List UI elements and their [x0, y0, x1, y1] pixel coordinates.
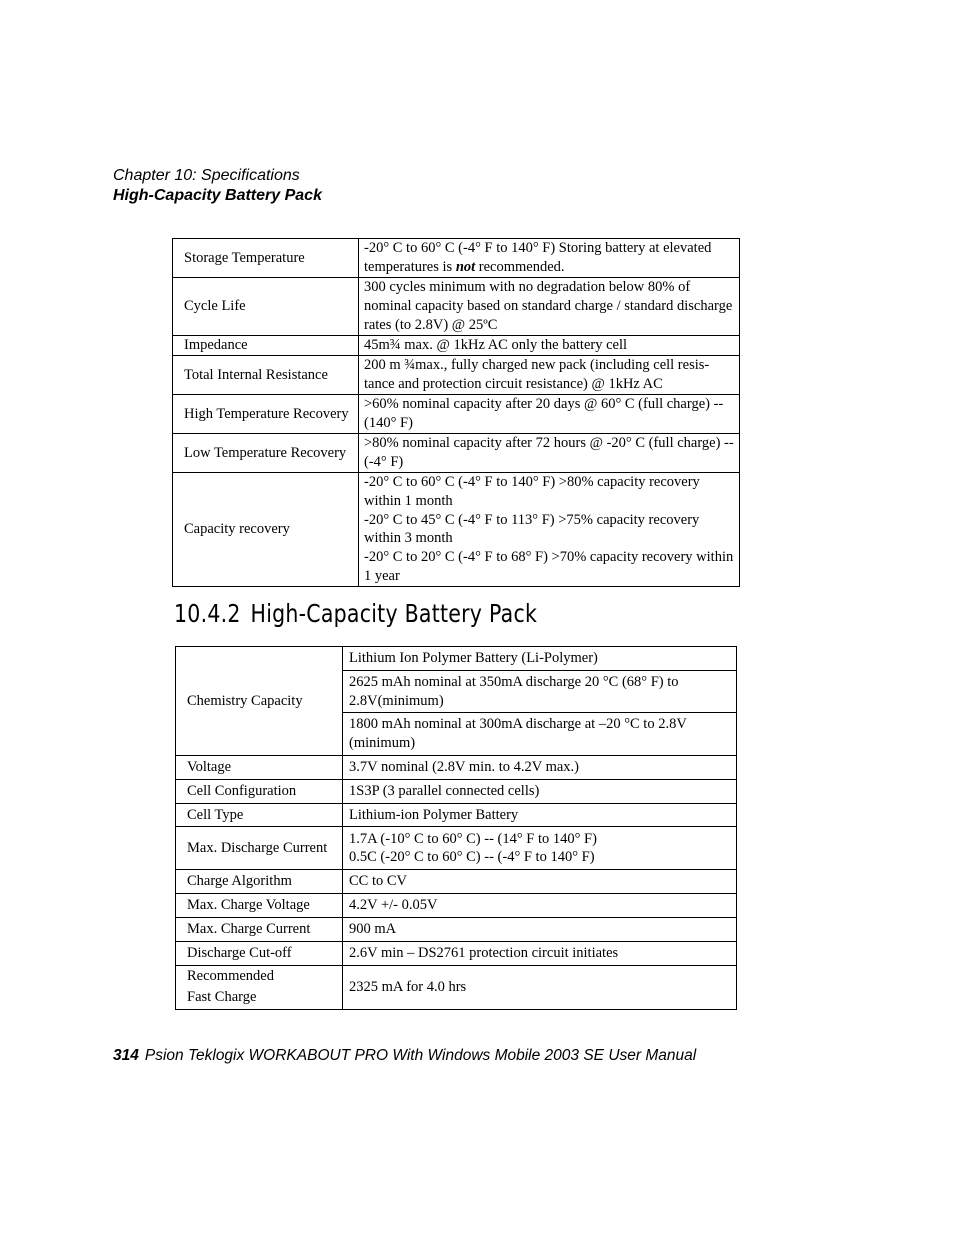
running-header-section: High-Capacity Battery Pack: [113, 187, 322, 204]
spec-value: [343, 827, 737, 870]
emphasis-not: not: [455, 259, 476, 275]
page-number: 314: [113, 1047, 139, 1064]
table-row: [173, 434, 740, 473]
table-row: [176, 755, 737, 779]
spec-label: Max. Charge Voltage: [176, 894, 343, 918]
spec-label: Discharge Cut-off: [176, 941, 343, 965]
spec-value: 4.2V +/- 0.05V: [343, 894, 737, 918]
spec-value: 2325 mA for 4.0 hrs: [343, 965, 737, 1009]
spec-label: Cell Configuration: [176, 779, 343, 803]
spec-value: 3.7V nominal (2.8V min. to 4.2V max.): [343, 755, 737, 779]
spec-label: Chemistry Capacity: [176, 647, 343, 756]
table-row: [173, 356, 740, 395]
spec-value-line: 1.7A (-10° C to 60° C) -- (14° F to 140° F): [349, 830, 597, 847]
spec-value-line: -20° C to 45° C (-4° F to 113° F) >75% capacity recovery within 3 month: [364, 511, 700, 547]
spec-value: -20° C to 60° C (-4° F to 140° F) Storing battery at elevated temperatures is not recommended.: [359, 239, 740, 278]
spec-value: Lithium Ion Polymer Battery (Li-Polymer): [343, 647, 737, 671]
table-row: [176, 941, 737, 965]
table-row: [173, 473, 740, 587]
table-row: [173, 278, 740, 336]
table-row: [176, 647, 737, 671]
spec-value: 45m¾ max. @ 1kHz AC only the battery cell: [359, 336, 740, 356]
running-header-chapter: Chapter 10: Specifications: [113, 167, 300, 184]
spec-label: Max. Charge Current: [176, 917, 343, 941]
table-row: [173, 239, 740, 278]
page-footer: [113, 1046, 696, 1066]
table-row: [173, 336, 740, 356]
battery-spec-table-continued: [172, 238, 740, 587]
table-row: [176, 803, 737, 827]
spec-label: Max. Discharge Current: [176, 827, 343, 870]
spec-label: Cycle Life: [173, 278, 359, 336]
spec-label: Voltage: [176, 755, 343, 779]
spec-label: Low Temperature Recovery: [173, 434, 359, 473]
manual-title: Psion Teklogix WORKABOUT PRO With Windows Mobile 2003 SE User Manual: [144, 1047, 697, 1064]
spec-value-line: -20° C to 60° C (-4° F to 140° F) >80% capacity recovery within 1 month: [364, 474, 700, 509]
spec-value: >60% nominal capacity after 20 days @ 60° C (full charge) --(140° F): [359, 395, 740, 434]
spec-label: Total Internal Resistance: [173, 356, 359, 395]
spec-value: 1S3P (3 parallel connected cells): [343, 779, 737, 803]
spec-value: 200 m ¾max., fully charged new pack (including cell resis-tance and protection circuit resistance) @ 1kHz AC: [359, 356, 740, 395]
spec-value: [359, 473, 740, 587]
spec-value: Lithium-ion Polymer Battery: [343, 803, 737, 827]
spec-label: Storage Temperature: [173, 239, 359, 278]
section-heading: [174, 596, 537, 632]
spec-label: Charge Algorithm: [176, 870, 343, 894]
table-row: [176, 894, 737, 918]
section-title: High-Capacity Battery Pack: [250, 599, 538, 628]
spec-value: >80% nominal capacity after 72 hours @ -20° C (full charge) -- (-4° F): [359, 434, 740, 473]
spec-label: Impedance: [173, 336, 359, 356]
spec-value: 2625 mAh nominal at 350mA discharge 20 °C (68° F) to 2.8V(minimum): [343, 670, 737, 713]
spec-label-line: Recommended: [187, 967, 274, 984]
spec-label-line: Fast Charge: [187, 989, 257, 1006]
section-number: 10.4.2: [174, 599, 241, 628]
table-row: [176, 827, 737, 870]
spec-value: 900 mA: [343, 917, 737, 941]
table-row: [176, 870, 737, 894]
spec-value-line: -20° C to 20° C (-4° F to 68° F) >70% capacity recovery within 1 year: [364, 549, 734, 584]
spec-label: High Temperature Recovery: [173, 395, 359, 434]
table-row: [176, 779, 737, 803]
table-row: [173, 395, 740, 434]
spec-value-line: 0.5C (-20° C to 60° C) -- (-4° F to 140° F): [349, 849, 595, 866]
spec-label: Cell Type: [176, 803, 343, 827]
table-row: [176, 965, 737, 1009]
spec-value: CC to CV: [343, 870, 737, 894]
spec-value: 300 cycles minimum with no degradation below 80% of nominal capacity based on standard charge / standard discharge rates (to 2.8V) @ 25ºC: [359, 278, 740, 336]
high-capacity-battery-table: [175, 646, 737, 1010]
spec-label: [176, 965, 343, 1009]
table-row: [176, 917, 737, 941]
spec-value: 2.6V min – DS2761 protection circuit initiates: [343, 941, 737, 965]
spec-value: 1800 mAh nominal at 300mA discharge at –20 °C to 2.8V (minimum): [343, 713, 737, 756]
spec-label: Capacity recovery: [173, 473, 359, 587]
